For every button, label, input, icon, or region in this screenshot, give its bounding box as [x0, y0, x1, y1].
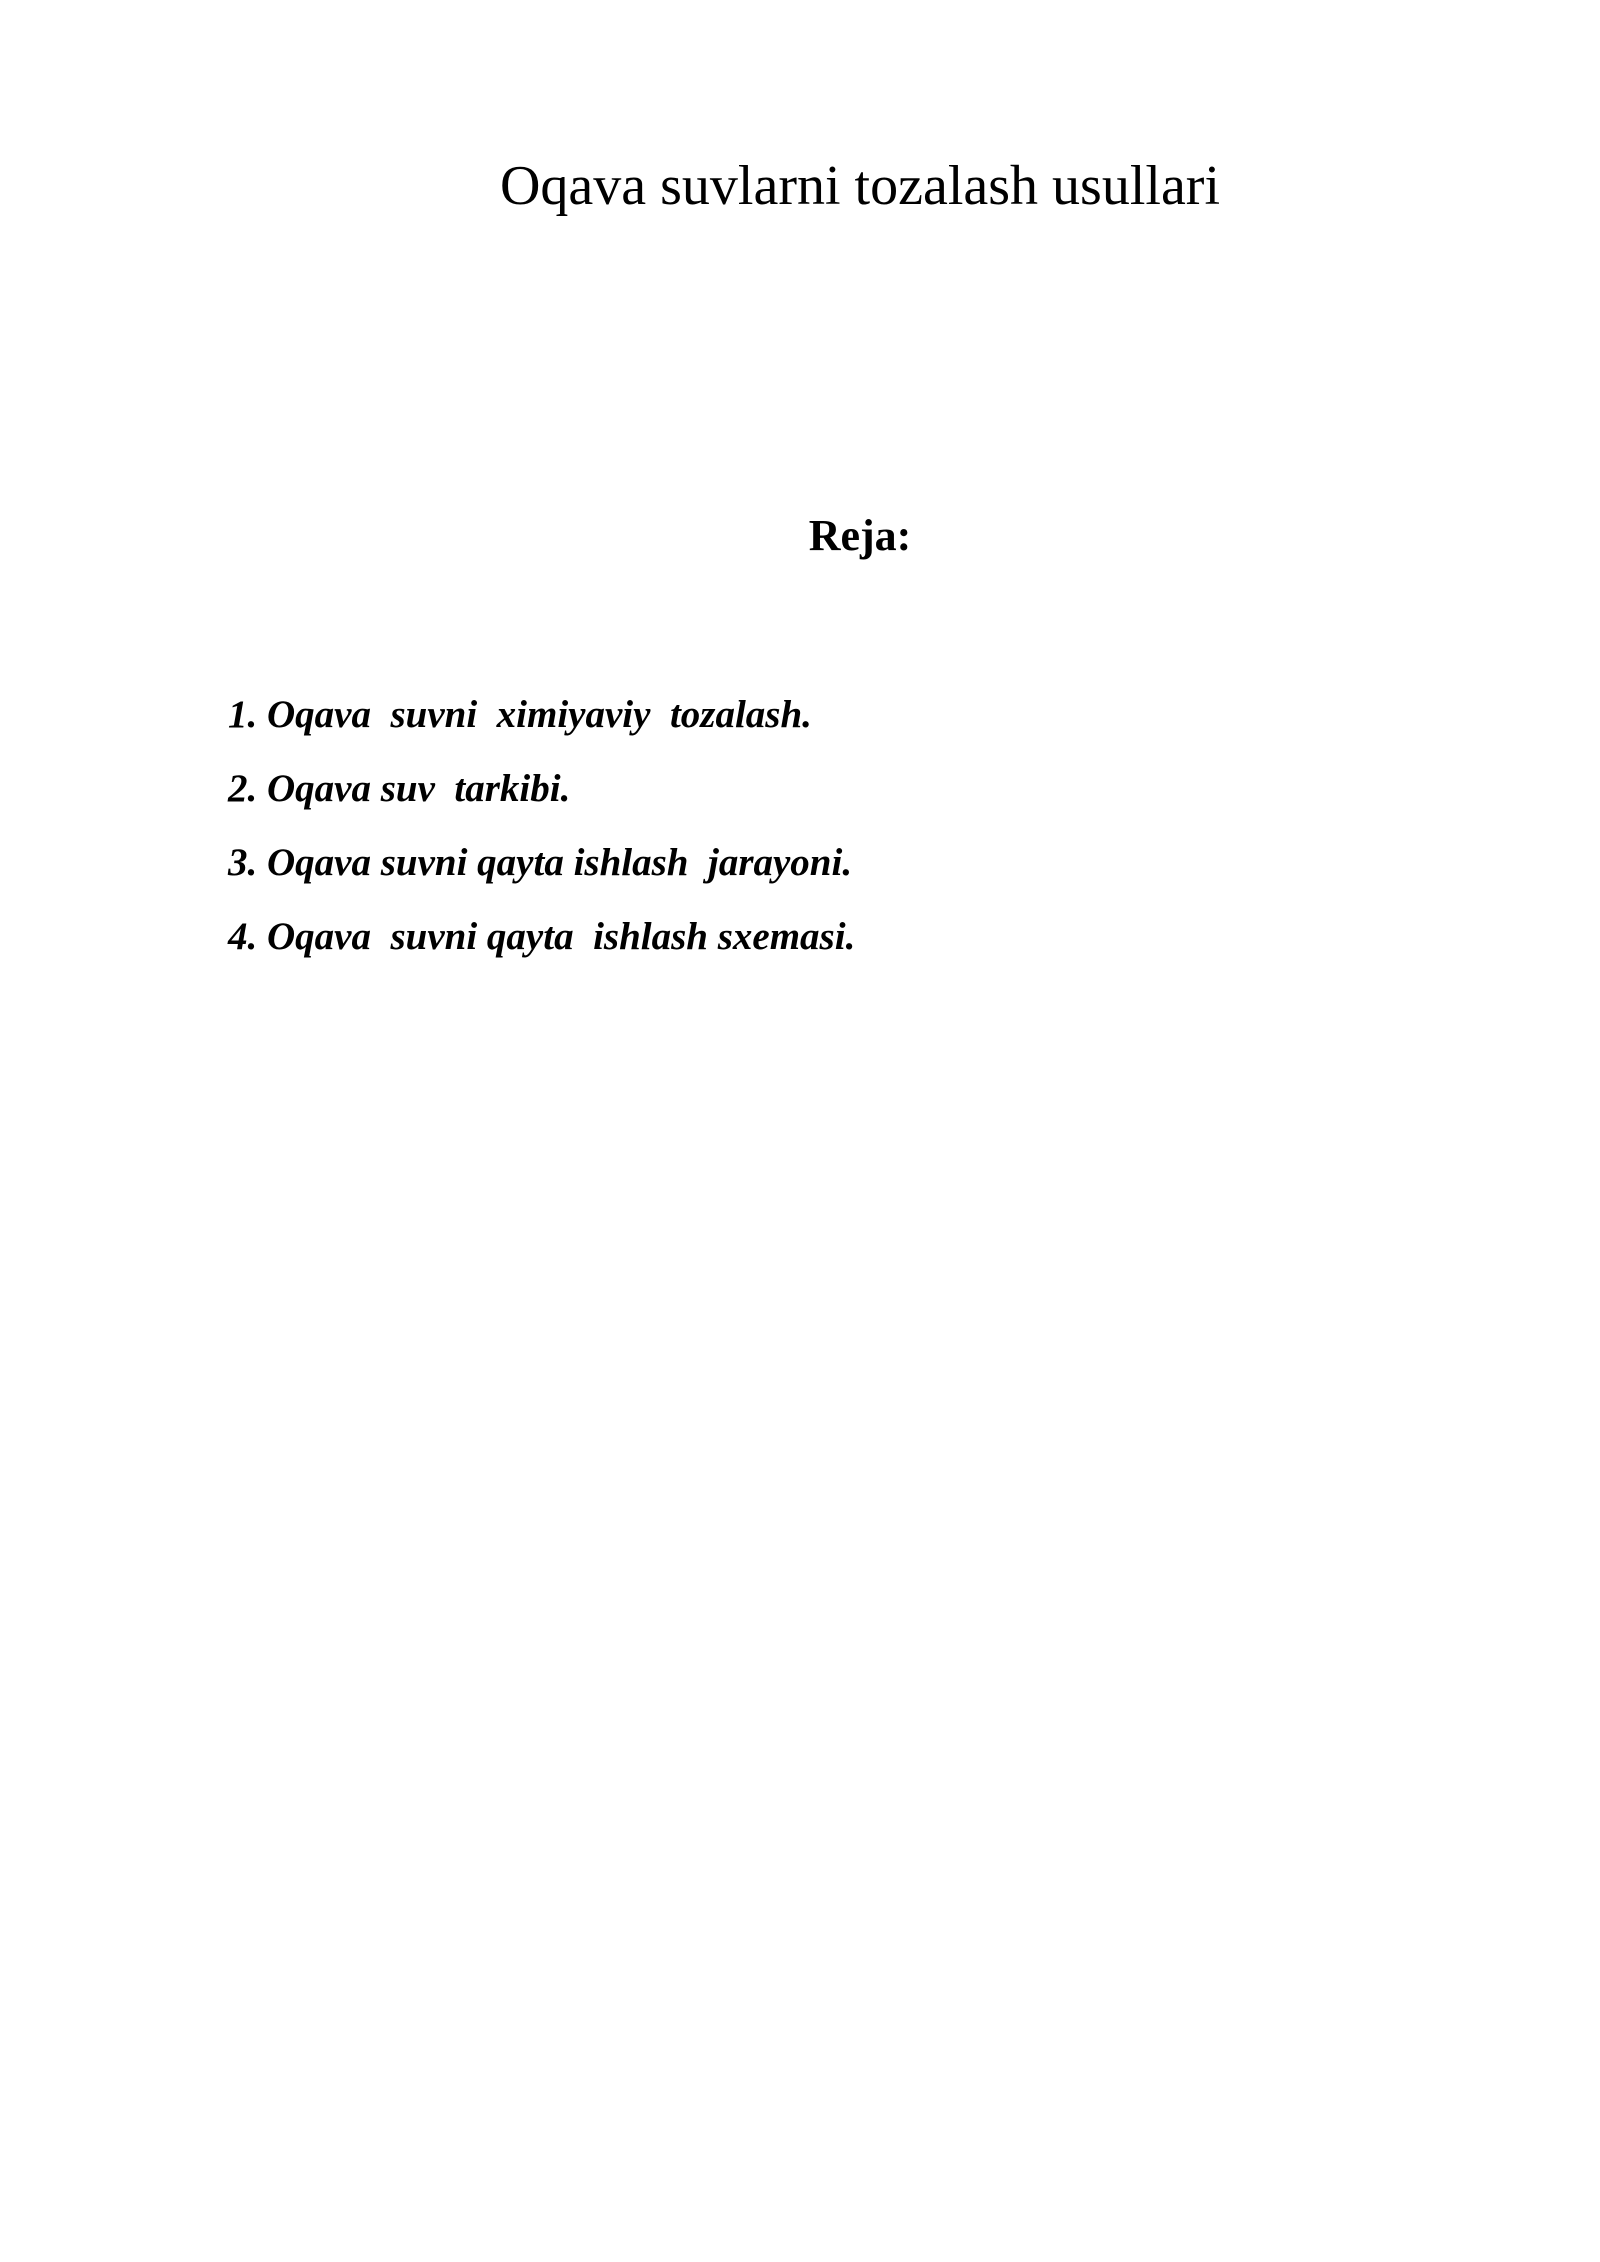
document-title: Oqava suvlarni tozalash usullari — [499, 155, 1220, 217]
plan-item-4: 4. Oqava suvni qayta ishlash sxemasi. — [228, 915, 856, 958]
plan-item-1: 1. Oqava suvni ximiyaviy tozalash. — [228, 693, 812, 736]
plan-heading: Reja: — [808, 511, 912, 560]
plan-list — [228, 678, 855, 974]
plan-item-2: 2. Oqava suv tarkibi. — [228, 767, 571, 810]
plan-item-3: 3. Oqava suvni qayta ishlash jarayoni. — [228, 841, 853, 884]
